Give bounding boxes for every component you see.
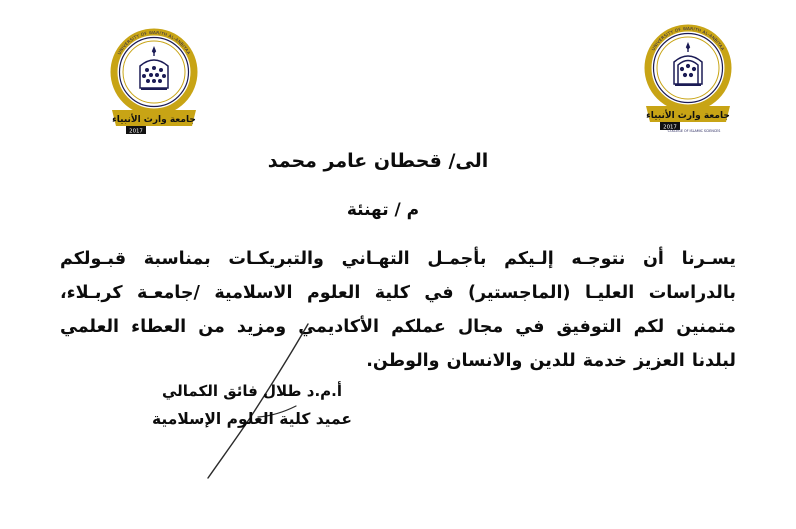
svg-text:2017: 2017	[663, 124, 677, 131]
letter-body	[60, 150, 736, 379]
svg-text:2017: 2017	[129, 128, 143, 135]
signature-block	[132, 382, 372, 428]
svg-text:UNIVERSITY OF WARITH AL-ANBIYA: UNIVERSITY OF WARITH AL-ANBIYAA	[116, 29, 192, 56]
svg-text:UNIVERSITY OF WARITH AL-ANBIYA: UNIVERSITY OF WARITH AL-ANBIYAA	[650, 25, 726, 52]
university-emblem-right	[106, 26, 202, 138]
svg-text:جامعة وارث الأنبياء: جامعة وارث الأنبياء	[646, 111, 730, 121]
recipient-line: الى/ قحطان عامر محمد	[267, 150, 489, 172]
signature-name: أ.م.د طلال فائق الكمالي	[161, 382, 343, 400]
university-emblem-left	[640, 22, 736, 134]
signature-title: عميد كلية العلوم الإسلامية	[152, 410, 352, 428]
body-paragraph: يسـرنا أن نتوجـه إلـيكم بأجمـل التهـاني والتبريكـات بمناسبة قبـولكم بالدراسات العليـا (الماجستير) في كلية العلوم الاسلامية /جامعـة كربـلاء، متمنين لكم التوفيق في مجال عملكم الأكاديمي ومزيد من العطاء العلمي لبلدنا العزيز خدمة للدين والانسان والوطن.	[60, 249, 736, 372]
svg-text:COLLEGE OF ISLAMIC SCIENCES: COLLEGE OF ISLAMIC SCIENCES	[667, 129, 721, 133]
subject-line: م / تهنئة	[346, 200, 420, 220]
svg-text:جامعة وارث الأنبياء: جامعة وارث الأنبياء	[112, 115, 196, 125]
